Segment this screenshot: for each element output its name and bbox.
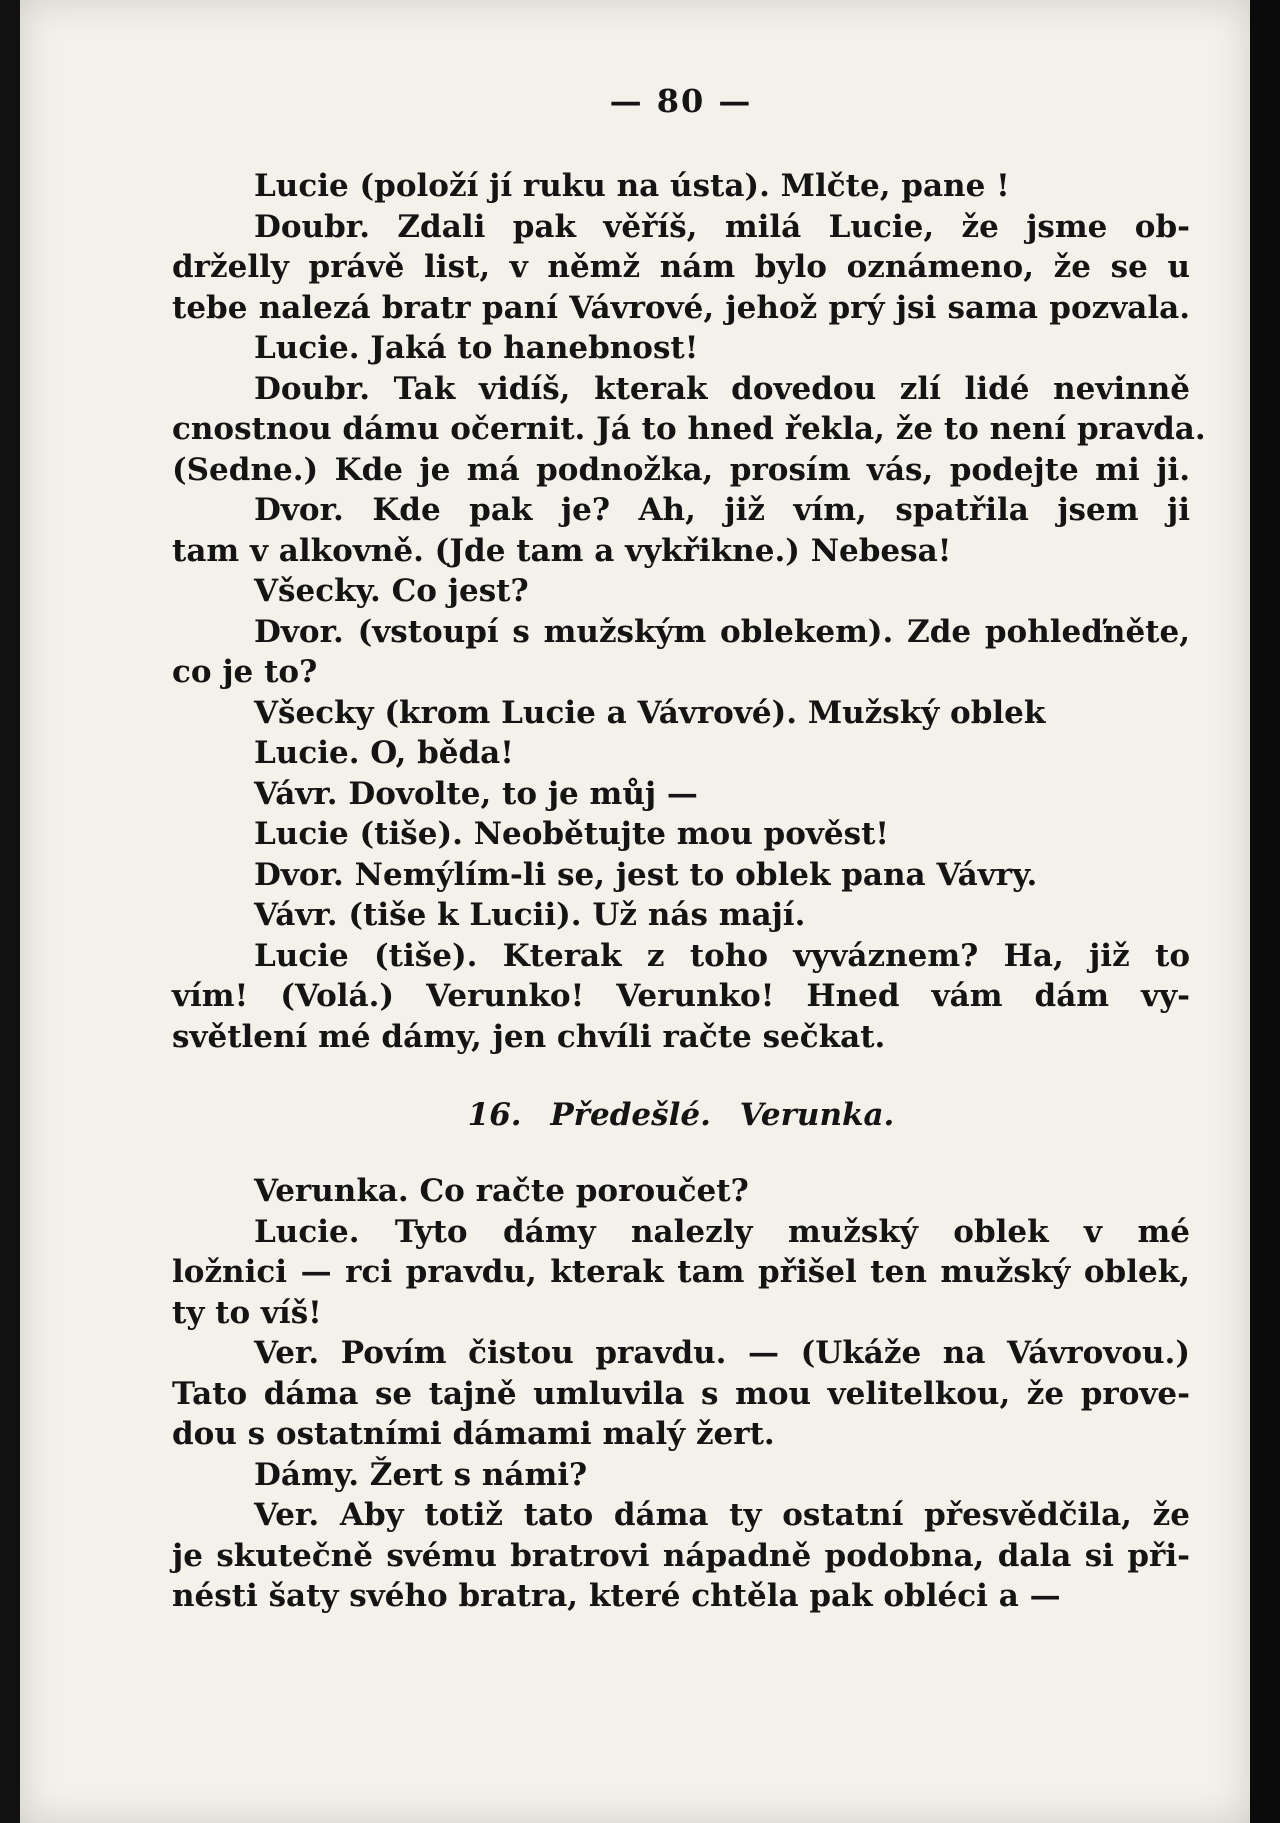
text-line: Lucie (položí jí ruku na ústa). Mlčte, pane ! [254,168,1010,204]
text-line: Lucie. Tyto dámy nalezly mužský oblek v mé [254,1213,1190,1250]
text-line: Doubr. Tak vidíš, kterak dovedou zlí lidé nevinně [254,370,1190,407]
text-line: je skutečně svému bratrovi nápadně podobna, dala si při- [172,1537,1190,1574]
text-line: Lucie (tiše). Kterak z toho vyváznem? Ha, již to [254,937,1190,974]
text-line: Všecky. Co jest? [254,573,529,609]
text-line: světlení mé dámy, jen chvíli račte sečkat. [172,1018,886,1055]
text-line: Dvor. Nemýlím-li se, jest to oblek pana Vávry. [254,856,1038,893]
text-line: drželly právě list, v němž nám bylo oznámeno, že se u [172,249,1190,285]
text-line: vím! (Volá.) Verunko! Verunko! Hned vám dám vy- [172,978,1190,1014]
text-line: co je to? [172,654,318,690]
page-number: — 80 — [609,82,753,120]
book-page [20,0,1250,1823]
dialogue-block-2 [172,1171,1190,1617]
text-line: Ver. Aby totiž tato dáma ty ostatní přesvědčila, že [254,1497,1190,1533]
text-line: Lucie. O, běda! [254,735,514,771]
text-line: nésti šaty svého bratra, které chtěla pak obléci a — [172,1578,1061,1614]
text-line: Verunka. Co račte poroučet? [254,1173,749,1209]
text-line: Všecky (krom Lucie a Vávrové). Mužský oblek [254,694,1046,731]
text-line: Vávr. Dovolte, to je můj — [254,775,698,812]
text-line: cnostnou dámu očernit. Já to hned řekla, že to není pravda. [172,411,1206,447]
text-line: ty to víš! [172,1294,322,1331]
scan-right-edge [1250,0,1280,1823]
scan-left-edge [0,0,20,1823]
text-line: Doubr. Zdali pak věříš, milá Lucie, že jsme ob- [254,208,1190,245]
page-text [172,82,1206,1617]
text-line: Tato dáma se tajně umluvila s mou velitelkou, že prove- [172,1375,1190,1412]
text-line: Dvor. (vstoupí s mužským oblekem). Zde pohleďněte, [254,613,1190,650]
text-line: dou s ostatními dámami malý žert. [172,1416,775,1452]
scene-heading: 16. Předešlé. Verunka. [467,1097,895,1133]
dialogue-block-1 [172,166,1206,1057]
text-line: (Sedne.) Kde je má podnožka, prosím vás, podejte mi ji. [172,451,1190,488]
text-line: tam v alkovně. (Jde tam a vykřikne.) Nebesa! [172,532,952,569]
text-line: Dvor. Kde pak je? Ah, již vím, spatřila jsem ji [254,492,1190,528]
text-line: Lucie (tiše). Neobětujte mou pověst! [254,816,890,852]
text-line: Lucie. Jaká to hanebnost! [254,330,699,366]
text-line: ložnici — rci pravdu, kterak tam přišel ten mužský oblek, [172,1254,1190,1290]
text-line: Ver. Povím čistou pravdu. — (Ukáže na Vávrovou.) [254,1335,1190,1371]
text-line: Vávr. (tiše k Lucii). Už nás mají. [254,897,806,933]
text-line: Dámy. Žert s námi? [254,1456,588,1493]
text-line: tebe nalezá bratr paní Vávrové, jehož prý jsi sama pozvala. [172,289,1190,326]
